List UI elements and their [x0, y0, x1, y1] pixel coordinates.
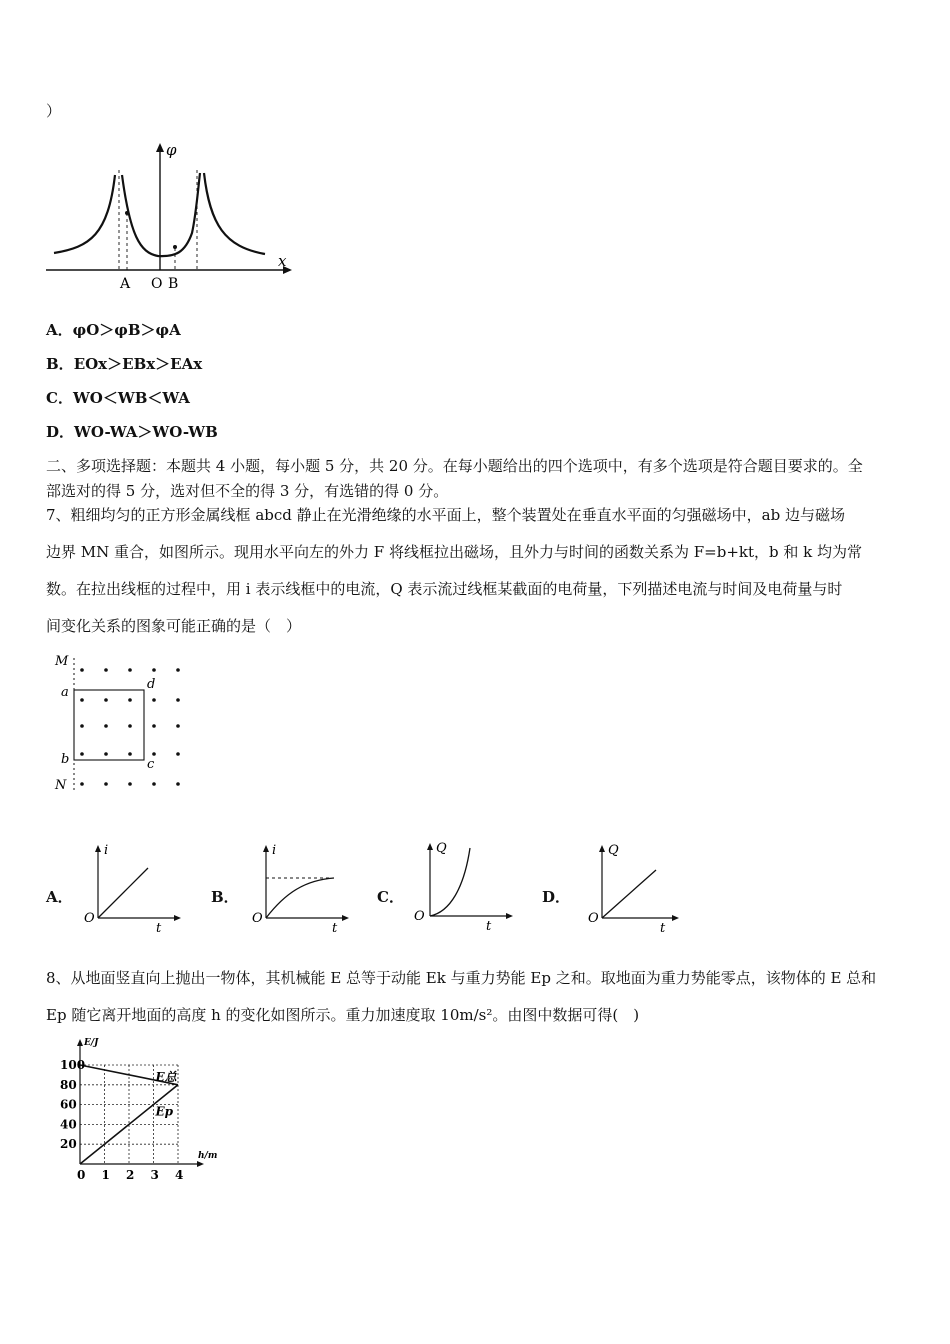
x-tick-label: 1: [101, 1168, 110, 1182]
series-label-e-p: Ep: [155, 1104, 174, 1119]
potential-curve-figure: [40, 135, 300, 295]
label-b: b: [61, 752, 70, 767]
y-axis-arrow: [77, 1039, 83, 1046]
x-tick-label: 4: [175, 1168, 184, 1182]
q7-line-4: 间变化关系的图象可能正确的是（ ）: [46, 617, 302, 635]
label-c: c: [147, 757, 155, 772]
label-B: B: [168, 276, 179, 292]
q7-line-3: 数。在拉出线框的过程中，用 i 表示线框中的电流，Q 表示流过线框某截面的电荷量，下列描述电流与时间及电荷量与时: [46, 580, 843, 598]
svg-text:O: O: [84, 911, 95, 926]
q7-line-1: 7、粗细均匀的正方形金属线框 abcd 静止在光滑绝缘的水平面上，整个装置处在垂直水平面的匀强磁场中，ab 边与磁场: [46, 506, 845, 524]
center-curve: [122, 173, 200, 256]
svg-text:i: i: [272, 843, 277, 858]
saturating-current-curve: [266, 878, 334, 918]
magnetic-field-figure: [48, 650, 198, 795]
label-O: O: [151, 276, 163, 292]
svg-text:O: O: [252, 911, 263, 926]
energy-height-chart: [46, 1036, 236, 1184]
q7-option-B-label[interactable]: B．: [211, 888, 239, 906]
svg-text:Q: Q: [436, 841, 447, 856]
section-2-header-line-1: 二、多项选择题：本题共 4 小题，每小题 5 分，共 20 分。在每小题给出的四个选项中，有多个选项是符合题目要求的。全: [46, 457, 863, 475]
q8-line-1: 8、从地面竖直向上抛出一物体，其机械能 E 总等于动能 Ek 与重力势能 Ep 之和。取地面为重力势能零点，该物体的 E 总和: [46, 969, 877, 987]
y-tick-label: 60: [60, 1097, 77, 1112]
series-line-e-p: [80, 1085, 178, 1164]
svg-text:O: O: [588, 911, 599, 926]
svg-text:t: t: [156, 921, 162, 935]
svg-text:i: i: [104, 843, 109, 858]
right-curve: [204, 173, 265, 254]
wire-frame-abcd: [74, 690, 144, 760]
q7-option-A-label[interactable]: A．: [46, 888, 73, 906]
question-fragment: ）: [46, 102, 62, 120]
y-axis-title: E/J: [84, 1038, 99, 1048]
x-tick-label: 2: [126, 1168, 135, 1182]
y-axis-arrow: [156, 143, 164, 152]
option-A[interactable]: A．φO＞φB＞φA: [46, 321, 181, 339]
y-tick-label: 20: [60, 1137, 77, 1152]
svg-text:t: t: [486, 919, 492, 934]
q7-option-C-graph[interactable]: [412, 838, 517, 935]
x-axis-label: x: [278, 252, 287, 270]
point-B-marker: [173, 245, 177, 249]
q7-option-A-graph[interactable]: [80, 840, 185, 935]
parabolic-charge-curve: [430, 848, 470, 916]
chart-axes: [77, 1039, 204, 1167]
svg-text:O: O: [414, 909, 425, 924]
y-tick-label: 80: [60, 1077, 77, 1092]
option-C[interactable]: C．WO＜WB＜WA: [46, 389, 190, 407]
y-tick-label: 40: [60, 1117, 77, 1132]
label-M: M: [55, 654, 69, 669]
svg-text:Q: Q: [608, 843, 619, 858]
phi-axis-label: φ: [166, 141, 177, 159]
option-B[interactable]: B．EOx＞EBx＞EAx: [46, 355, 203, 373]
svg-text:t: t: [660, 921, 666, 935]
label-a: a: [61, 685, 69, 700]
label-N: N: [55, 778, 67, 793]
linear-charge-line: [602, 870, 656, 918]
x-axis-title: h/m: [198, 1151, 218, 1161]
svg-text:t: t: [332, 921, 338, 935]
x-tick-label: 3: [150, 1168, 159, 1182]
x-axis-arrow: [197, 1161, 204, 1167]
y-tick-label: 100: [60, 1058, 86, 1072]
series-label-e-total: E总: [155, 1069, 177, 1084]
q7-option-C-label[interactable]: C．: [377, 888, 404, 906]
x-tick-label: 0: [77, 1168, 86, 1182]
q7-option-B-graph[interactable]: [248, 840, 353, 935]
linear-current-line: [98, 868, 148, 918]
field-dots: [80, 668, 180, 786]
q7-line-2: 边界 MN 重合，如图所示。现用水平向左的外力 F 将线框拉出磁场，且外力与时间的函数关系为 F=b+kt，b 和 k 均为常: [46, 543, 862, 561]
label-d: d: [147, 677, 156, 692]
option-D[interactable]: D．WO-WA＞WO-WB: [46, 423, 218, 441]
section-2-header-line-2: 部选对的得 5 分，选对但不全的得 3 分，有选错的得 0 分。: [46, 482, 449, 500]
point-A-marker: [125, 211, 129, 215]
q7-option-D-label[interactable]: D．: [542, 888, 571, 906]
left-curve: [54, 175, 115, 253]
q8-line-2: Ep 随它离开地面的高度 h 的变化如图所示。重力加速度取 10m/s²。由图中数据可得( ): [46, 1006, 640, 1024]
q7-option-D-graph[interactable]: [584, 840, 689, 935]
label-A: A: [120, 276, 131, 292]
